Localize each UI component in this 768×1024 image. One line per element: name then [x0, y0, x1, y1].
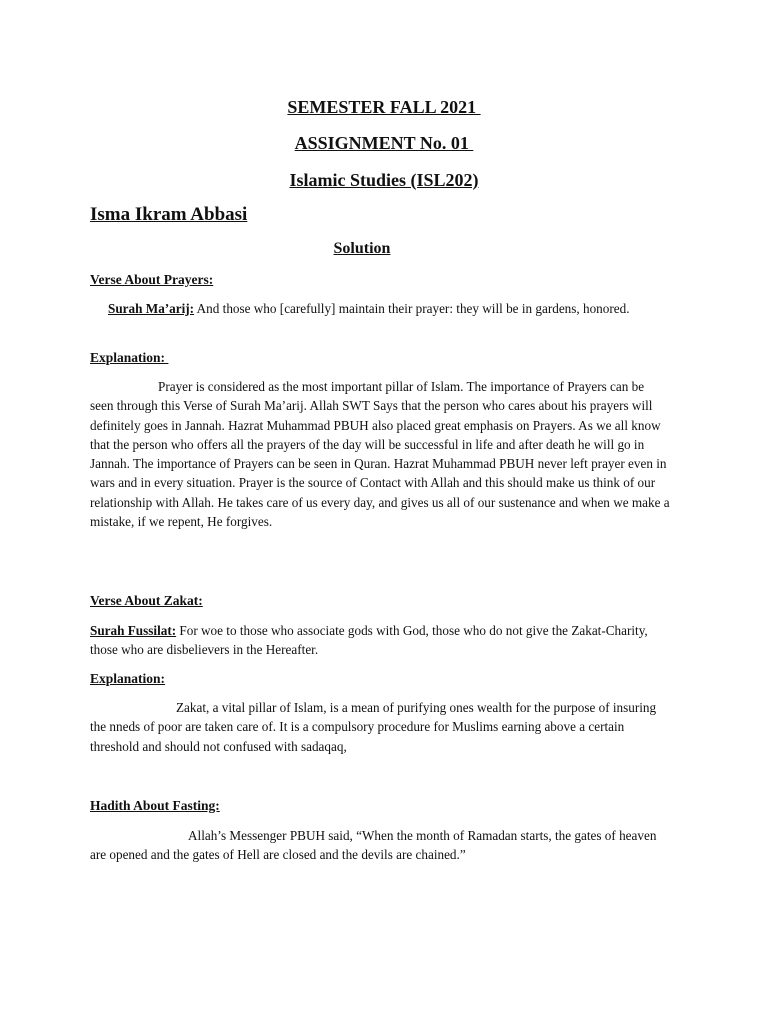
prayers-verse: [90, 299, 670, 318]
zakat-explanation: Zakat, a vital pillar of Islam, is a mean of purifying ones wealth for the purpose of insuring the nneds of poor are taken care of. It is a compulsory procedure for Muslims earning above a certain threshold and should not confused with sadaqaq,: [90, 700, 657, 754]
semester-title: SEMESTER FALL 2021: [287, 97, 481, 117]
author-name: Isma Ikram Abbasi: [90, 204, 248, 225]
prayers-explanation-heading: Explanation:: [90, 350, 169, 365]
assignment-title: ASSIGNMENT No. 01: [294, 133, 474, 153]
fasting-hadith: Allah’s Messenger PBUH said, “When the month of Ramadan starts, the gates of heaven are opened and the gates of Hell are closed and the devils are chained.”: [90, 828, 657, 863]
zakat-verse-text: For woe to those who associate gods with God, those who do not give the Zakat-Charity, those who are disbelievers in the Hereafter.: [90, 623, 648, 658]
prayers-verse-label: Surah Ma’arij:: [108, 301, 195, 316]
zakat-verse-label: Surah Fussilat:: [90, 623, 177, 638]
course-title: Islamic Studies (ISL202): [289, 170, 479, 190]
prayers-heading: Verse About Prayers:: [90, 272, 214, 287]
fasting-heading: Hadith About Fasting:: [90, 798, 220, 813]
prayers-verse-text: And those who [carefully] maintain their prayer: they will be in gardens, honored.: [194, 301, 630, 316]
zakat-verse: [90, 621, 670, 660]
prayers-explanation: Prayer is considered as the most important pillar of Islam. The importance of Prayers can be seen through this Verse of Surah Ma’arij. Allah SWT Says that the person who cares about his prayers will definitely goes in Jannah. Hazrat Muhammad PBUH also placed great emphasis on Prayers. As we all know that the person who offers all the prayers of the day will be successful in life and after death he will go in Jannah. The importance of Prayers can be seen in Quran. Hazrat Muhammad PBUH never left prayer even in wars and in every situation. Prayer is the source of Contact with Allah and this should make us think of our relationship with Allah. He takes care of us every day, and gives us all of our sustenance and when we make a mistake, if we repent, He forgives.: [90, 379, 670, 530]
zakat-explanation-heading: Explanation:: [90, 671, 166, 686]
solution-heading: Solution: [333, 240, 391, 257]
zakat-heading: Verse About Zakat:: [90, 593, 203, 608]
